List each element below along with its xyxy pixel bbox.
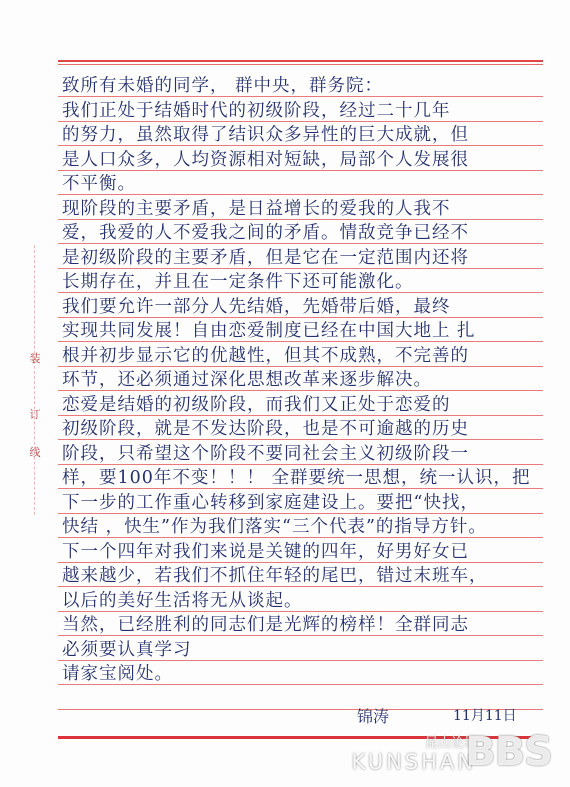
signature: 锦涛 xyxy=(357,707,390,726)
binding-char-1: 装 xyxy=(29,352,41,365)
header-rule xyxy=(58,60,543,62)
letter-line: 下一个四年对我们来说是关键的四年，好男好女已 xyxy=(62,541,469,562)
letter-date: 11月11日 xyxy=(453,708,517,724)
letter-line: 的努力，虽然取得了结识众多异性的巨大成就，但 xyxy=(62,125,469,145)
letter-line: 初级阶段，就是不发达阶段，也是不可逾越的历史 xyxy=(62,419,469,439)
letter-line: 爱，我爱的人不爱我之间的矛盾。情敌竞争已经不 xyxy=(62,223,469,243)
letter-line: 长期存在，并且在一定条件下还可能激化。 xyxy=(62,272,414,292)
letter-line: 请家宝阅处。 xyxy=(62,664,173,684)
letter-line: 样，要100年不变！！！ 全群要统一思想，统一认识，把 xyxy=(62,468,531,488)
letter-line: 当然，已经胜利的同志们是光辉的榜样！全群同志 xyxy=(62,615,469,635)
letter-line: 我们要允许一部分人先结婚，先婚带后婚，最终 xyxy=(62,296,451,317)
letter-line: 下一步的工作重心转移到家庭建设上。要把“快找， xyxy=(62,492,479,513)
watermark-bbs: BBS xyxy=(465,729,552,775)
watermark-en: KUNSHAN xyxy=(351,750,476,774)
header-rule-thin xyxy=(58,64,543,65)
letter-line: 以后的美好生活将无从谈起。 xyxy=(62,590,303,611)
binding-margin-line xyxy=(34,245,35,515)
letter-line: 是初级阶段的主要矛盾，但是它在一定范围内还将 xyxy=(62,247,469,268)
watermark-cn: 昆山论坛 xyxy=(424,736,477,751)
binding-char-2: 订 xyxy=(29,408,41,421)
letter-line: 我们正处于结婚时代的初级阶段，经过二十几年 xyxy=(62,100,451,121)
forum-watermark-logo xyxy=(351,729,562,779)
letter-line: 阶段，只希望这个阶段不要同社会主义初级阶段一 xyxy=(62,443,469,464)
letter-line: 实现共同发展！自由恋爱制度已经在中国大地上 扎 xyxy=(62,321,476,341)
letter-line: 快结 ，快生”作为我们落实“三个代表”的指导方针。 xyxy=(62,517,487,537)
letter-line: 不平衡。 xyxy=(62,174,136,194)
letter-line: 恋爱是结婚的初级阶段，而我们又正处于恋爱的 xyxy=(62,394,451,415)
letter-line: 环节，还必须通过深化思想改革来逐步解决。 xyxy=(62,370,432,390)
letter-line: 根并初步显示它的优越性，但其不成熟，不完善的 xyxy=(62,345,469,366)
letter-line: 必须要认真学习 xyxy=(62,639,192,660)
letter-line: 致所有未婚的同学， 群中央，群务院： xyxy=(62,76,384,96)
letter-line: 是人口众多，人均资源相对短缺，局部个人发展很 xyxy=(62,149,469,170)
letter-line: 越来越少，若我们不抓住年轻的尾巴，错过末班车， xyxy=(62,566,488,586)
letter-line: 现阶段的主要矛盾，是日益增长的爱我的人我不 xyxy=(62,198,451,219)
binding-char-3: 线 xyxy=(29,446,41,459)
